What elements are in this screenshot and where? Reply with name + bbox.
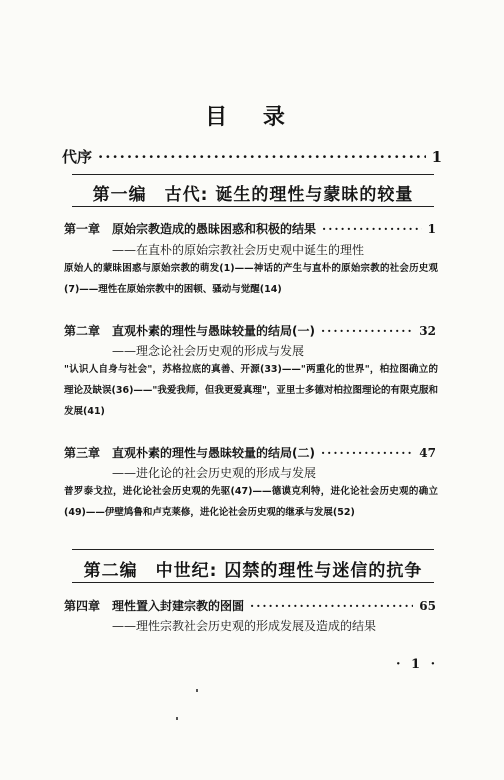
toc-entry-page: 65 xyxy=(419,599,436,613)
toc-entry-label: 第二章 直观朴素的理性与愚昧较量的结局(一) xyxy=(64,324,315,338)
chapter-subtitle: ——理性宗教社会历史观的形成发展及造成的结果 xyxy=(112,619,377,633)
chapter-sections: "认识人自身与社会"，苏格拉底的真善、开源(33)——"两重化的世界"，柏拉图确立的理论及缺误(36)——"我爱我师，但我更爱真理"，亚里士多德对柏拉图理论的有限克服和发展(41) xyxy=(64,364,438,417)
part-rule-bottom xyxy=(72,206,434,207)
toc-entry-page: 1 xyxy=(431,148,442,166)
part-rule-top xyxy=(72,174,434,175)
part-title: 第一编 古代: 诞生的理性与蒙昧的较量 xyxy=(92,185,414,205)
toc-entry-label: 代序 xyxy=(62,148,93,166)
part-rule-bottom xyxy=(72,582,434,583)
toc-entry-label: 第三章 直观朴素的理性与愚昧较量的结局(二) xyxy=(64,446,315,460)
toc-entry-page: 1 xyxy=(427,222,436,236)
dot-leader xyxy=(321,446,413,460)
toc-entry-chapter-1 xyxy=(64,220,436,237)
toc-entry-page: 32 xyxy=(419,324,436,338)
chapter-subtitle: ——理念论社会历史观的形成与发展 xyxy=(112,344,305,358)
toc-entry-preface xyxy=(62,146,442,167)
toc-entry-label: 第四章 理性置入封建宗教的囹圄 xyxy=(64,599,245,613)
dot-leader xyxy=(250,599,413,613)
toc-entry-chapter-3 xyxy=(64,444,436,461)
chapter-sections: 原始人的蒙昧困惑与原始宗教的萌发(1)——神话的产生与直朴的原始宗教的社会历史观(7)——理性在原始宗教中的困顿、骚动与觉醒(14) xyxy=(64,263,438,295)
chapter-sections: 普罗泰戈拉，进化论社会历史观的先驱(47)——德谟克利特，进化论社会历史观的确立(49)——伊壁鸠鲁和卢克莱修，进化论社会历史观的继承与发展(52) xyxy=(64,486,438,518)
toc-heading: 目 录 xyxy=(205,104,299,130)
toc-entry-chapter-4 xyxy=(64,597,436,614)
scan-speck xyxy=(176,717,178,720)
part-rule-top xyxy=(72,549,434,550)
part-title: 第二编 中世纪: 囚禁的理性与迷信的抗争 xyxy=(83,561,423,581)
chapter-subtitle: ——在直朴的原始宗教社会历史观中诞生的理性 xyxy=(112,243,365,257)
chapter-subtitle: ——进化论的社会历史观的形成与发展 xyxy=(112,466,317,480)
dot-leader xyxy=(322,222,422,236)
toc-entry-page: 47 xyxy=(419,446,436,460)
toc-entry-chapter-2 xyxy=(64,322,436,339)
dot-leader xyxy=(98,148,426,166)
page-folio: · 1 · xyxy=(396,657,439,672)
scan-speck xyxy=(196,689,198,692)
dot-leader xyxy=(321,324,413,338)
toc-entry-label: 第一章 原始宗教造成的愚昧困惑和积极的结果 xyxy=(64,222,317,236)
